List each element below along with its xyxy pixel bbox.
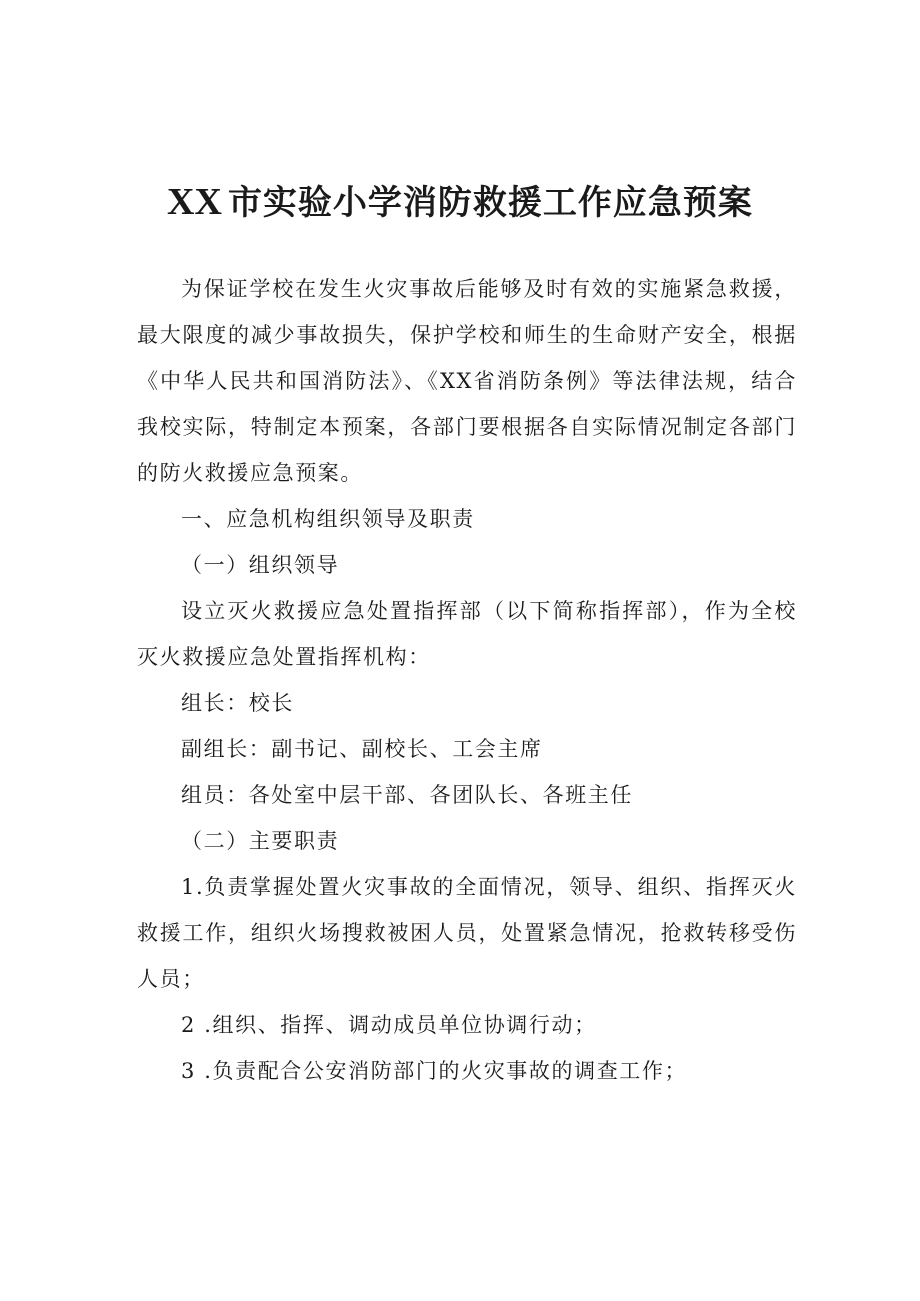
- subsection-heading-2: （二）主要职责: [181, 829, 340, 853]
- deputy-leader-line: 副组长：副书记、副校长、工会主席: [181, 737, 543, 761]
- section-heading-1: 一、应急机构组织领导及职责: [181, 507, 475, 531]
- command-center-paragraph: 设立灭火救援应急处置指挥部（以下简称指挥部），作为全校灭火救援应急处置指挥机构：: [137, 599, 797, 669]
- subsection-heading-1: （一）组织领导: [181, 553, 340, 577]
- document-title: [0, 176, 920, 229]
- intro-paragraph: 为保证学校在发生火灾事故后能够及时有效的实施紧急救援，最大限度的减少事故损失，保护学校和师生的生命财产安全，根据《中华人民共和国消防法》、《XX省消防条例》等法律法规，结合我校实际，特制定本预案，各部门要根据各自实际情况制定各部门的防火救援应急预案。: [137, 277, 797, 485]
- document-body: [137, 266, 797, 1094]
- leader-line: 组长：校长: [181, 691, 294, 715]
- title-text: 市实验小学消防救援工作应急预案: [227, 183, 753, 223]
- duty-item-2: 2 .组织、指挥、调动成员单位协调行动；: [181, 1013, 597, 1037]
- duty-item-1: 1.负责掌握处置火灾事故的全面情况，领导、组织、指挥灭火救援工作，组织火场搜救被困人员，处置紧急情况，抢救转移受伤人员；: [137, 875, 797, 991]
- members-line: 组员：各处室中层干部、各团队长、各班主任: [181, 783, 633, 807]
- duty-item-3: 3 .负责配合公安消防部门的火灾事故的调查工作；: [181, 1059, 688, 1083]
- title-prefix: XX: [167, 181, 222, 223]
